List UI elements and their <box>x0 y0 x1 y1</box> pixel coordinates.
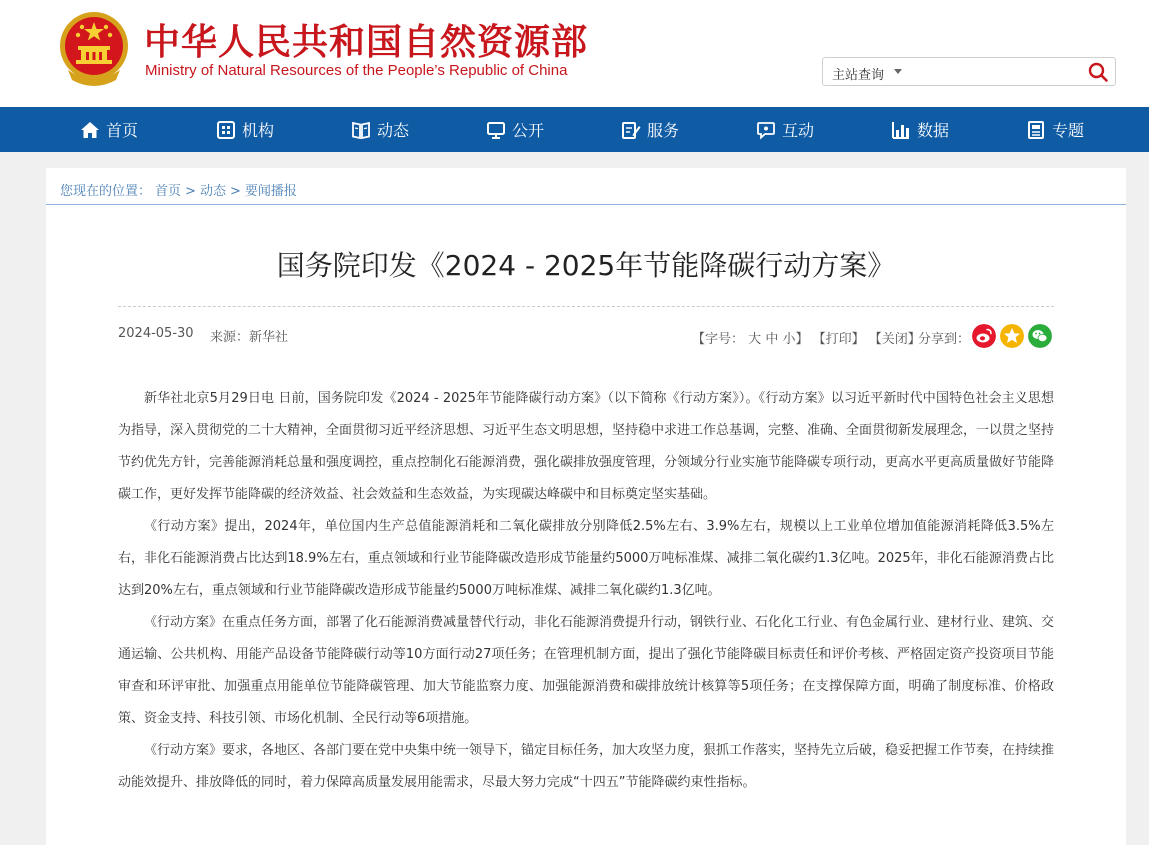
article-panel <box>46 168 1126 845</box>
article-tools <box>692 328 921 347</box>
nav-label: 互动 <box>782 121 815 140</box>
search-scope-select[interactable]: 主站查询 <box>832 68 885 83</box>
article-paragraph: 《行动方案》提出，2024年，单位国内生产总值能源消耗和二氧化碳排放分别降低2.5%左右、3.9%左右，规模以上工业单位增加值能源消耗降低3.5%左右，非化石能源消费占比达到18.9%左右，重点领域和行业节能降碳改造形成节能量约5000万吨标准煤、减排二氧化碳约1.3亿吨。2025年，非化石能源消费占比达到20%左右，重点领域和行业节能降碳改造形成节能量约5000万吨标准煤、减排二氧化碳约1.3亿吨。 <box>118 519 1054 598</box>
breadcrumb-item-news[interactable]: 动态 <box>199 184 226 199</box>
chevron-down-icon[interactable] <box>894 69 902 74</box>
building-icon <box>216 120 236 140</box>
article-source: 来源：新华社 <box>210 330 289 345</box>
main-nav <box>0 107 1149 152</box>
search-box <box>822 57 1116 86</box>
wechat-share-icon[interactable] <box>1028 324 1052 348</box>
breadcrumb-item-home[interactable]: 首页 <box>155 184 182 199</box>
search-icon[interactable] <box>1087 61 1109 83</box>
title-divider <box>118 306 1054 307</box>
nav-label: 服务 <box>647 121 680 140</box>
qzone-share-icon[interactable] <box>1000 324 1024 348</box>
chat-icon <box>756 120 776 140</box>
nav-label: 首页 <box>106 121 139 140</box>
breadcrumb-divider <box>46 204 1126 205</box>
article-paragraph: 《行动方案》在重点任务方面，部署了化石能源消费减量替代行动，非化石能源消费提升行动，钢铁行业、石化化工行业、有色金属行业、建材行业、建筑、交通运输、公共机构、用能产品设备节能降碳行动等10方面行动27项任务；在管理机制方面，提出了强化节能降碳目标责任和评价考核、严格固定资产投资项目节能审查和环评审批、加强重点用能单位节能降碳管理、加大节能监察力度、加强能源消费和碳排放统计核算等5项任务；在支撑保障方面，明确了制度标准、价格政策、资金支持、科技引领、市场化机制、全民行动等6项措施。 <box>118 615 1055 726</box>
nav-item-home[interactable] <box>80 107 138 152</box>
breadcrumb-separator: > <box>229 184 241 199</box>
nav-item-topics[interactable] <box>1026 107 1084 152</box>
article-title: 国务院印发《2024 - 2025年节能降碳行动方案》 <box>276 249 896 282</box>
breadcrumb-item-headlines[interactable]: 要闻播报 <box>244 184 297 199</box>
nav-label: 机构 <box>242 121 275 140</box>
home-icon <box>80 120 100 140</box>
nav-item-interaction[interactable] <box>756 107 814 152</box>
nav-label: 动态 <box>377 121 410 140</box>
nav-item-data[interactable] <box>891 107 949 152</box>
article-paragraph: 新华社北京5月29日电 日前，国务院印发《2024 - 2025年节能降碳行动方案》（以下简称《行动方案》）。《行动方案》以习近平新时代中国特色社会主义思想为指导，深入贯彻党的二十大精神，全面贯彻习近平经济思想、习近平生态文明思想，坚持稳中求进工作总基调，完整、准确、全面贯彻新发展理念，一以贯之坚持节约优先方针，完善能源消耗总量和强度调控，重点控制化石能源消费，强化碳排放强度管理，分领域分行业实施节能降碳专项行动，更高水平更高质量做好节能降碳工作，更好发挥节能降碳的经济效益、社会效益和生态效益，为实现碳达峰碳中和目标奠定坚实基础。 <box>118 391 1055 502</box>
nav-item-public[interactable] <box>486 107 544 152</box>
site-title-en: Ministry of Natural Resources of the People’s Republic of China <box>145 62 568 79</box>
font-size-small-button[interactable]: 小 <box>782 332 796 347</box>
font-size-large-button[interactable]: 大 <box>748 332 762 347</box>
edit-icon <box>621 120 641 140</box>
nav-item-news[interactable] <box>351 107 409 152</box>
nav-label: 数据 <box>917 121 950 140</box>
article-date: 2024-05-30 <box>118 326 194 341</box>
site-title-cn: 中华人民共和国自然资源部 <box>144 22 589 63</box>
font-size-close-bracket: 】 <box>795 332 809 347</box>
breadcrumb-prefix: 您现在的位置： <box>60 184 152 199</box>
nav-label: 专题 <box>1052 121 1085 140</box>
book-icon <box>351 120 371 140</box>
print-button[interactable]: 【打印】 <box>812 332 865 347</box>
share-label: 分享到： <box>918 332 971 347</box>
nav-item-service[interactable] <box>621 107 679 152</box>
document-icon <box>1026 120 1046 140</box>
font-size-label: 【字号： <box>692 332 745 347</box>
nav-label: 公开 <box>512 121 545 140</box>
site-header <box>0 0 1149 107</box>
breadcrumb <box>60 180 301 199</box>
bar-chart-icon <box>891 120 911 140</box>
breadcrumb-separator: > <box>185 184 196 199</box>
nav-item-organization[interactable] <box>216 107 274 152</box>
weibo-share-icon[interactable] <box>972 324 996 348</box>
article-paragraph: 《行动方案》要求，各地区、各部门要在党中央集中统一领导下，锚定目标任务，加大攻坚力度，狠抓工作落实，坚持先立后破，稳妥把握工作节奏，在持续推动能效提升、排放降低的同时，着力保障高质量发展用能需求，尽最大努力完成“十四五”节能降碳约束性指标。 <box>118 743 1055 790</box>
close-button[interactable]: 【关闭】 <box>868 332 921 347</box>
monitor-icon <box>486 120 506 140</box>
search-input[interactable] <box>913 61 1083 83</box>
article-body <box>118 383 1054 799</box>
font-size-medium-button[interactable]: 中 <box>765 332 779 347</box>
national-emblem-icon <box>58 10 130 86</box>
